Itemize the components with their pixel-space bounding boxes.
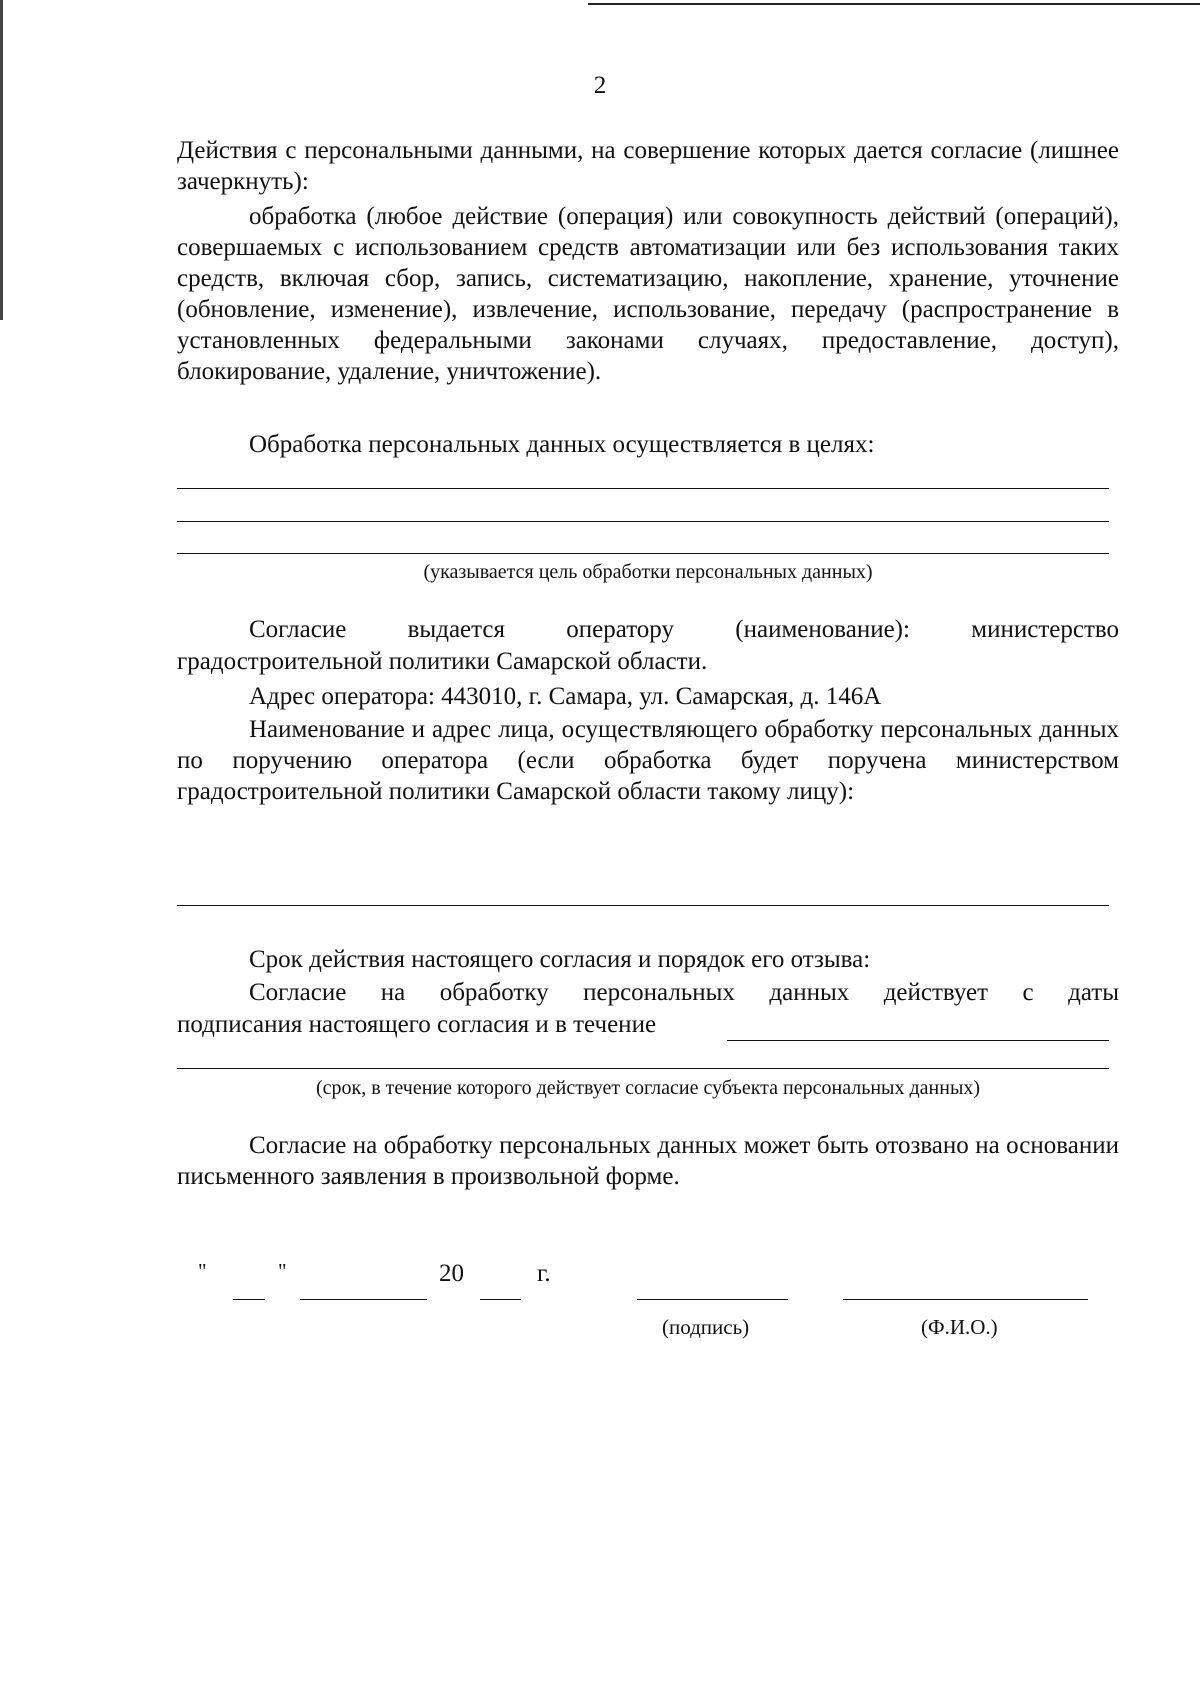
full-name-blank [843, 1299, 1088, 1300]
date-month-blank [300, 1299, 427, 1300]
term-caption: (срок, в течение которого действует согласие субъекта персональных данных) [315, 1077, 981, 1099]
agent-blank-line [177, 905, 1109, 906]
page-number: 2 [593, 72, 607, 99]
term-blank-line [177, 1068, 1109, 1069]
revocation-text: Согласие на обработку персональных данных может быть отозвано на основании письменного заявления в произвольной форме. [177, 1132, 1119, 1190]
operator-line-2: градостроительной политики Самарской области. [177, 648, 708, 675]
term-line-1: Согласие на обработку персональных данных действует с даты [249, 979, 1119, 1006]
full-name-caption: (Ф.И.О.) [921, 1315, 998, 1339]
date-year-suffix: г. [537, 1260, 551, 1287]
term-blank-inline [727, 1040, 1109, 1041]
purpose-blank-line-1 [177, 488, 1109, 489]
scan-edge-top [588, 3, 1200, 5]
purpose-blank-line-3 [177, 553, 1109, 554]
actions-heading: Действия с персональными данными, на совершение которых дается согласие (лишнее зачеркнуть): [177, 137, 1119, 195]
operator-address: Адрес оператора: 443010, г. Самара, ул. Самарская, д. 146А [249, 683, 882, 710]
term-heading: Срок действия настоящего согласия и порядок его отзыва: [249, 946, 871, 973]
purpose-caption: (указывается цель обработки персональных данных) [423, 561, 873, 583]
purpose-blank-line-2 [177, 521, 1109, 522]
date-quote-open: " [198, 1259, 207, 1283]
operator-line-1: Согласие выдается оператору (наименование): министерство [249, 616, 1119, 643]
purpose-label: Обработка персональных данных осуществляется в целях: [249, 431, 875, 458]
date-year-prefix: 20 [439, 1260, 464, 1287]
processing-definition: обработка (любое действие (операция) или совокупность действий (операций), совершаемых с использованием средств автоматизации или без использования таких средств, включая сбор, запись, систематизацию, накопление, хранение, уточнение (обновление, изменение), извлечение, использование, передачу (распространение в установленных федеральными законами случаях, предоставление, доступ), блокирование, удаление, уничтожение). [177, 203, 1119, 385]
signature-blank [637, 1299, 788, 1300]
signature-caption: (подпись) [662, 1315, 750, 1339]
scan-edge-left [0, 0, 3, 320]
date-quote-close: " [278, 1259, 287, 1283]
term-line-2: подписания настоящего согласия и в течение [177, 1011, 657, 1038]
agent-description: Наименование и адрес лица, осуществляющего обработку персональных данных по поручению оператора (если обработка будет поручена министерством градостроительной политики Самарской области такому лицу): [177, 716, 1119, 805]
date-day-blank [233, 1299, 265, 1300]
date-year-blank [480, 1299, 521, 1300]
